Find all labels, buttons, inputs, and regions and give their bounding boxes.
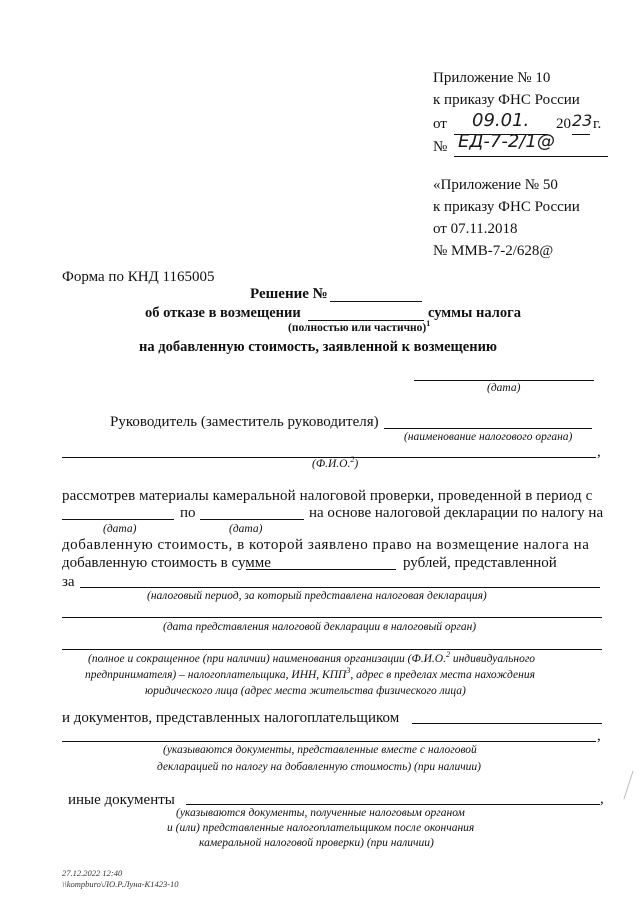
period-end-line[interactable]	[200, 519, 304, 520]
refusal-type-line	[308, 320, 424, 321]
scan-artifact	[623, 771, 633, 800]
para2-line1: добавленную стоимость, в которой заявлено право на возмещение налога на	[62, 537, 590, 553]
quote-line-4: № ММВ-7-2/628@	[433, 243, 554, 259]
period-start-caption: (дата)	[103, 523, 137, 535]
handwritten-number: ЕД-7-2/1@	[458, 131, 555, 152]
handwritten-year: 23	[572, 111, 593, 130]
period-end-caption: (дата)	[229, 523, 263, 535]
decision-date-line[interactable]	[414, 380, 594, 381]
fio-caption: (Ф.И.О.$^2$)	[312, 455, 359, 470]
other-docs-label: иные документы	[68, 792, 175, 808]
taxpayer-caption-1: (полное и сокращенное (при наличии) наименования организации (Ф.И.О.$^2$ индивидуального	[88, 650, 536, 665]
other-caption-2: и (или) представленные налогоплательщиком после окончания	[167, 822, 475, 834]
handwritten-date: 09.01.	[472, 110, 530, 131]
year-underline	[572, 134, 590, 135]
other-docs-line[interactable]	[186, 804, 600, 805]
other-caption-3: камеральной налоговой проверки) (при наличии)	[199, 837, 434, 849]
fio-comma: ,	[597, 444, 601, 460]
year-prefix: 20	[556, 116, 571, 132]
other-caption-1: (указываются документы, полученные налоговым органом	[176, 807, 465, 819]
number-underline	[454, 156, 608, 157]
file-path-stamp: \\kompburo\ЛО.Р.Луна-К1423-10	[62, 879, 179, 889]
docs-caption-2: декларацией по налогу на добавленную стоимость) (при наличии)	[157, 761, 482, 773]
taxpayer-caption-3: юридического лица (адрес места жительства физического лица)	[145, 685, 466, 697]
title-full-or-partial: (полностью или частично)$^1$	[288, 319, 431, 334]
footnote-ref-1: 1	[426, 319, 431, 329]
tax-period-caption: (налоговый период, за который представлена налоговая декларация)	[147, 590, 487, 602]
para2-line2a: добавленную стоимость в сумме	[62, 555, 271, 571]
decl-date-line[interactable]	[62, 617, 602, 618]
appendix-number: Приложение № 10	[433, 70, 551, 86]
number-prefix: №	[433, 139, 448, 155]
decision-number-line	[330, 301, 422, 302]
para2-za: за	[62, 574, 75, 590]
quote-line-2: к приказу ФНС России	[433, 199, 580, 215]
vat-amount-line[interactable]	[246, 569, 396, 570]
title-refusal-b: суммы налога	[428, 305, 521, 321]
date-prefix: от	[433, 116, 447, 132]
para1-tail: на основе налоговой декларации по налогу на	[309, 505, 604, 521]
other-docs-comma: ,	[600, 791, 604, 807]
title-refusal-a: об отказе в возмещении	[145, 305, 301, 321]
tax-period-line[interactable]	[80, 587, 600, 588]
order-reference: к приказу ФНС России	[433, 92, 580, 108]
decision-date-caption: (дата)	[487, 382, 521, 394]
para2-line2b: рублей, представленной	[403, 555, 557, 571]
decision-title: Решение №	[250, 286, 328, 302]
taxpayer-line[interactable]	[62, 649, 602, 650]
quote-line-3: от 07.11.2018	[433, 221, 518, 237]
form-knd-code: Форма по КНД 1165005	[62, 269, 215, 285]
docs-caption-1: (указываются документы, представленные вместе с налоговой	[163, 744, 477, 756]
docs-comma: ,	[597, 728, 601, 744]
quote-line-1: «Приложение № 50	[433, 177, 558, 193]
tax-org-line[interactable]	[384, 428, 592, 429]
head-label: Руководитель (заместитель руководителя)	[110, 414, 379, 430]
docs-line-1[interactable]	[412, 723, 602, 724]
decl-date-caption: (дата представления налоговой декларации в налоговый орган)	[163, 621, 477, 633]
taxpayer-caption-2: предпринимателя) – налогоплательщика, ИНН, КПП$^3$, адрес в пределах места нахождения	[85, 666, 535, 681]
docs-line-2[interactable]	[62, 741, 596, 742]
print-timestamp: 27.12.2022 12:40	[62, 868, 123, 878]
title-vat-claimed: на добавленную стоимость, заявленной к возмещению	[139, 339, 498, 355]
period-start-line[interactable]	[62, 519, 174, 520]
para1-line1: рассмотрев материалы камеральной налоговой проверки, проведенной в период с	[62, 488, 593, 504]
year-suffix: г.	[593, 116, 602, 132]
para1-po: по	[180, 505, 196, 521]
docs-label: и документов, представленных налогоплательщиком	[62, 710, 400, 726]
tax-org-caption: (наименование налогового органа)	[404, 431, 573, 443]
